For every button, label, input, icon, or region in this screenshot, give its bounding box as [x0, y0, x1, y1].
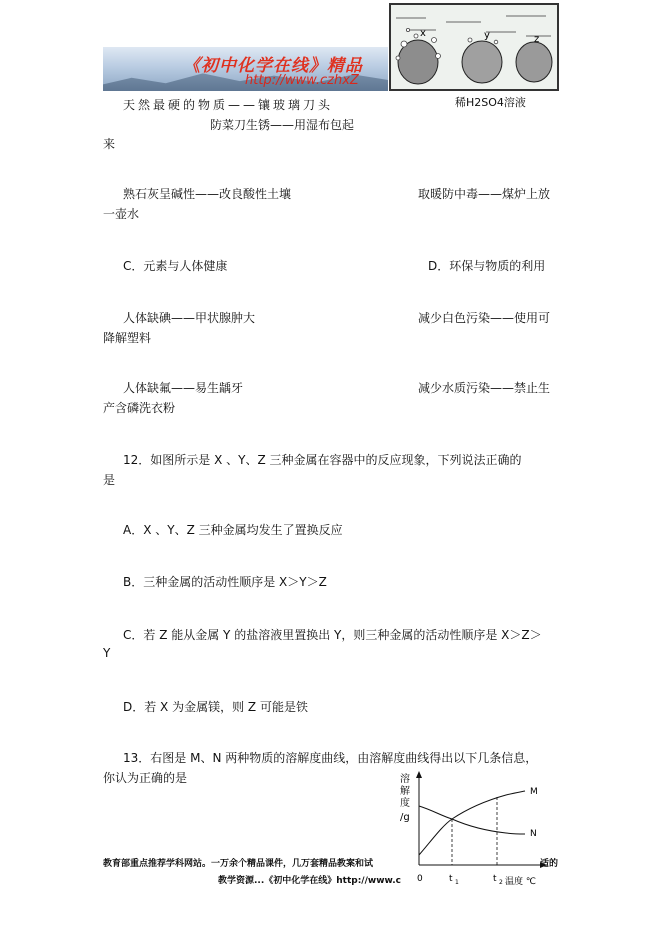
line-continuation-3: 降解塑料 — [103, 331, 152, 345]
tick-t1-sub: 1 — [455, 879, 459, 886]
footer-line-1: 教育部重点推荐学科网站。一万余个精品课件，几万套精品教案和试 — [103, 859, 374, 869]
line-water-pollution: 减少水质污染——禁止生 — [418, 381, 551, 395]
line-slaked-lime: 熟石灰呈碱性——改良酸性土壤 — [123, 187, 292, 201]
line-fluorine: 人体缺氟——易生龋牙 — [123, 381, 244, 395]
curve-m — [419, 791, 525, 855]
metal-y — [462, 41, 502, 83]
line-continuation-1: 来 — [103, 137, 116, 151]
tick-t1: t — [449, 874, 453, 884]
question-13: 13．右图是 M、N 两种物质的溶解度曲线，由溶解度曲线得出以下几条信息， — [123, 751, 538, 765]
question-12-option-a: A．X 、Y、Z 三种金属均发生了置换反应 — [123, 523, 343, 537]
origin-label: 0 — [417, 874, 423, 884]
tick-t2: t — [493, 874, 497, 884]
line-knife-rust: 防菜刀生锈——用湿布包起 — [210, 118, 355, 132]
label-y: y — [484, 30, 490, 41]
series-n-label: N — [530, 829, 537, 839]
question-13-continuation: 你认为正确的是 — [103, 771, 188, 785]
y-axis-arrow — [416, 771, 422, 778]
question-12-option-d: D．若 X 为金属镁，则 Z 可能是铁 — [123, 700, 308, 714]
label-z: z — [534, 34, 540, 45]
option-c-heading: C．元素与人体健康 — [123, 259, 228, 273]
ylabel-unit: /g — [400, 812, 410, 823]
question-12-option-c-continuation: Y — [103, 646, 111, 660]
curve-n — [419, 806, 525, 834]
label-x: x — [420, 28, 426, 39]
banner-title: 《初中化学在线》精品 — [183, 56, 363, 76]
ylabel-char-2: 解 — [400, 786, 410, 797]
line-iodine: 人体缺碘——甲状腺肿大 — [123, 311, 256, 325]
question-12-option-c: C．若 Z 能从金属 Y 的盐溶液里置换出 Y，则三种金属的活动性顺序是 X＞Z＞ — [123, 628, 542, 642]
metal-z — [516, 42, 552, 82]
ylabel-char-3: 度 — [400, 798, 410, 809]
line-white-pollution: 减少白色污染——使用可 — [418, 311, 551, 325]
line-heating-poison: 取暖防中毒——煤炉上放 — [418, 187, 551, 201]
question-12-continuation: 是 — [103, 473, 116, 487]
question-12: 12．如图所示是 X 、Y、Z 三种金属在容器中的反应现象，下列说法正确的 — [123, 453, 522, 467]
tick-t2-sub: 2 — [499, 879, 503, 886]
footer-line-2: 教学资源...《初中化学在线》http://www.c — [218, 876, 402, 886]
option-d-heading: D．环保与物质的利用 — [428, 259, 546, 273]
question-12-option-b: B．三种金属的活动性顺序是 X＞Y＞Z — [123, 575, 327, 589]
xlabel: 温度 ℃ — [505, 877, 536, 887]
ylabel-char-1: 溶 — [400, 774, 410, 785]
beaker-caption: 稀H2SO4溶液 — [455, 96, 526, 109]
footer-line-1-end: 适的 — [540, 859, 559, 869]
site-banner — [103, 47, 388, 91]
series-m-label: M — [530, 787, 538, 797]
banner-url[interactable]: http://www.czhxZ — [245, 73, 359, 88]
line-continuation-4: 产含磷洗衣粉 — [103, 401, 176, 415]
line-hardest-material: 天然最硬的物质——镶玻璃刀头 — [123, 98, 334, 112]
line-continuation-2: 一壶水 — [103, 207, 140, 221]
solubility-chart — [390, 770, 560, 892]
